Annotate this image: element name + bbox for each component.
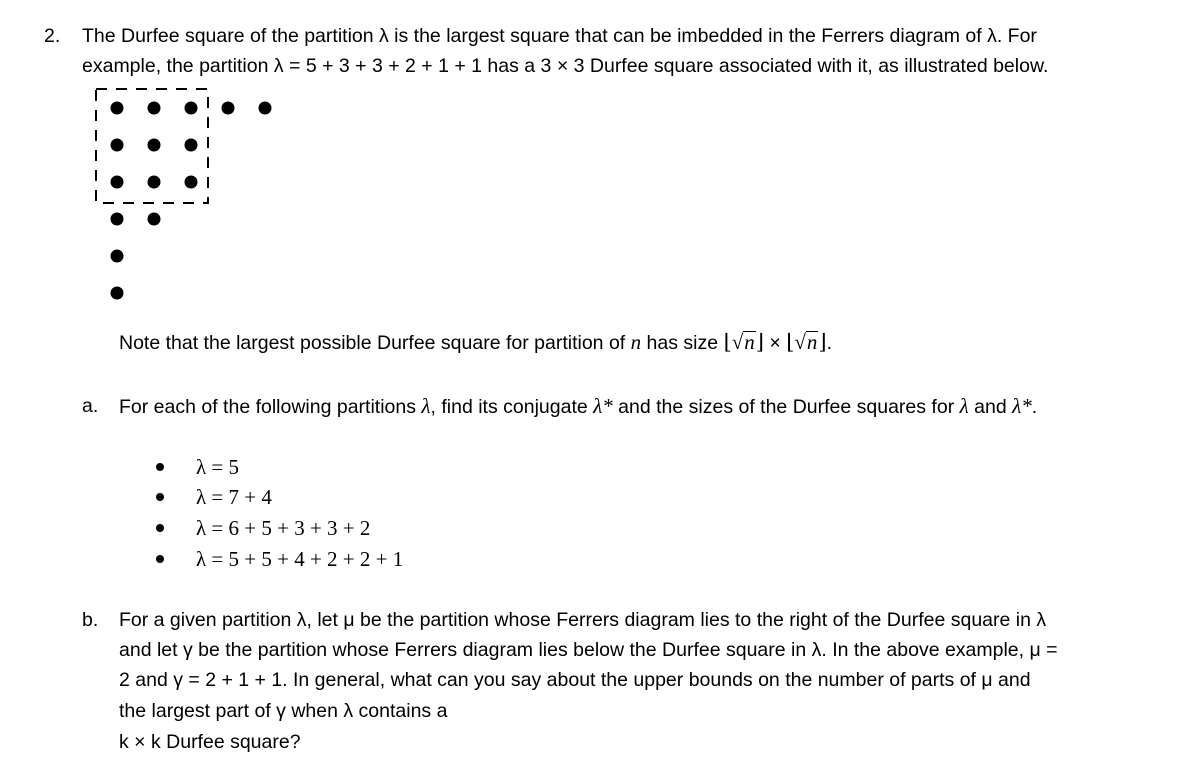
- note-suffix: .: [826, 332, 833, 354]
- list-bullet: [156, 524, 164, 532]
- ferrers-dot: [111, 102, 124, 115]
- ferrers-dot: [222, 102, 235, 115]
- ferrers-dot: [148, 213, 161, 226]
- part-b-line-1: For a given partition λ, let μ be the partition whose Ferrers diagram lies to the right of the Durfee square in λ: [119, 609, 1047, 631]
- problem-number: 2.: [44, 25, 61, 47]
- floor-sqrt-n-2: ⌊√n⌋: [786, 330, 827, 354]
- ferrers-dot: [111, 287, 124, 300]
- partition-item-4: λ = 5 + 5 + 4 + 2 + 2 + 1: [196, 547, 404, 571]
- ferrers-dot: [259, 102, 272, 115]
- ferrers-dot: [185, 176, 198, 189]
- part-a-question: For each of the following partitions λ, find its conjugate λ* and the sizes of the Durfee squares for λ and λ*.: [119, 394, 1038, 418]
- intro-line-1: The Durfee square of the partition λ is the largest square that can be imbedded in the Ferrers diagram of λ. For: [82, 25, 1037, 47]
- part-b-line-4: the largest part of γ when λ contains a: [119, 700, 448, 722]
- part-b-label: b.: [82, 609, 99, 631]
- ferrers-dot: [185, 102, 198, 115]
- intro-line-2: example, the partition λ = 5 + 3 + 3 + 2 + 1 + 1 has a 3 × 3 Durfee square associated with it, as illustrated below.: [82, 55, 1049, 77]
- part-b-line-3: 2 and γ = 2 + 1 + 1. In general, what can you say about the upper bounds on the number of parts of μ and: [119, 669, 1031, 691]
- note-line: [119, 330, 832, 355]
- note-middle: has size: [641, 332, 724, 354]
- part-b-line-2: and let γ be the partition whose Ferrers diagram lies below the Durfee square in λ. In the above example, μ =: [119, 639, 1058, 661]
- ferrers-dot: [148, 102, 161, 115]
- list-bullet: [156, 555, 164, 563]
- ferrers-dot: [111, 213, 124, 226]
- part-b-line-5: k × k Durfee square?: [119, 731, 301, 753]
- list-bullet: [156, 493, 164, 501]
- partition-item-1: λ = 5: [196, 455, 240, 479]
- ferrers-dot: [148, 139, 161, 152]
- list-bullet: [156, 463, 164, 471]
- ferrers-dot: [148, 176, 161, 189]
- ferrers-dot: [111, 176, 124, 189]
- part-a-label: a.: [82, 395, 99, 417]
- note-times: ×: [769, 332, 781, 354]
- partition-item-2: λ = 7 + 4: [196, 485, 272, 509]
- partition-item-3: λ = 6 + 5 + 3 + 3 + 2: [196, 516, 371, 540]
- ferrers-dot: [111, 139, 124, 152]
- note-prefix: Note that the largest possible Durfee square for partition of: [119, 332, 631, 354]
- ferrers-dot: [185, 139, 198, 152]
- note-n-var: n: [630, 330, 642, 354]
- floor-sqrt-n-1: ⌊√n⌋: [723, 330, 764, 354]
- ferrers-dot: [111, 250, 124, 263]
